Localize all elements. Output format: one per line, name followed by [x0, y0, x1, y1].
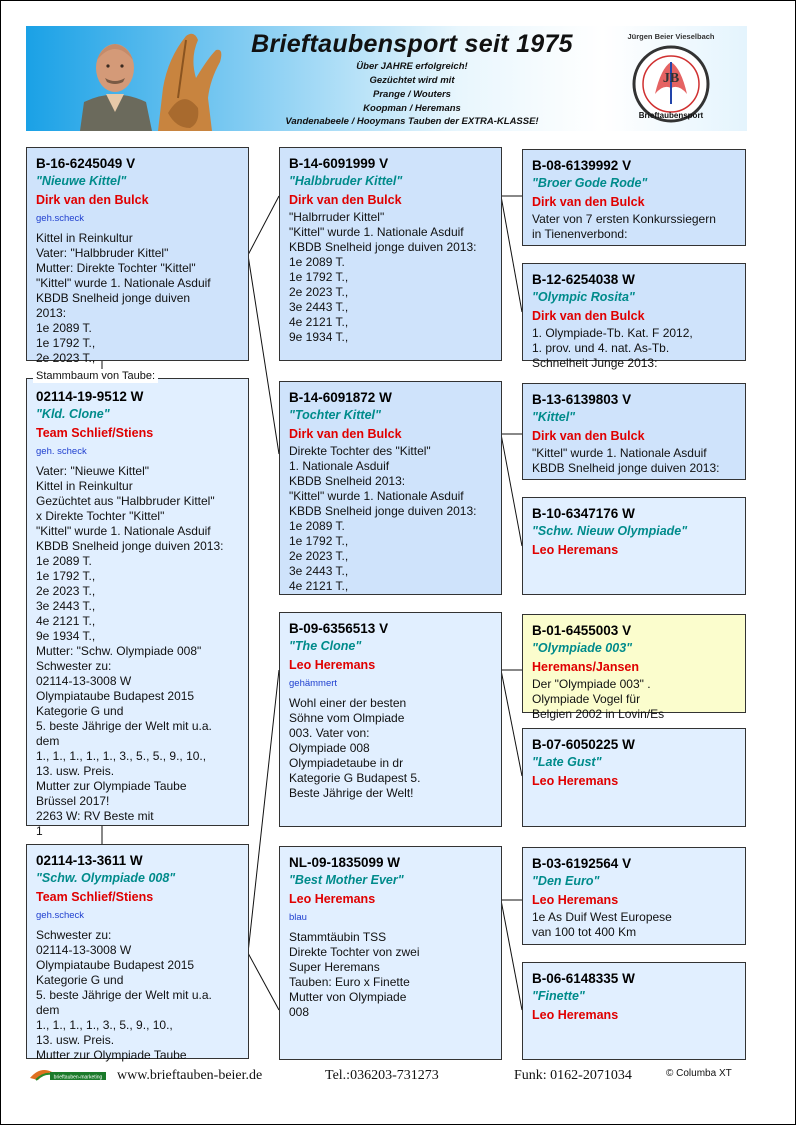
pedigree-mother-card[interactable] — [26, 844, 249, 1062]
pigeon-name: "Broer Gode Rode" — [532, 176, 648, 190]
banner-line-1: Über JAHRE erfolgreich! — [356, 61, 468, 72]
pigeon-name: "Schw. Nieuw Olympiade" — [532, 524, 688, 538]
breeder-name: Leo Heremans — [532, 1008, 619, 1022]
pedigree-ggm-3-card[interactable] — [522, 728, 746, 827]
pigeon-info: Direkte Tochter des "Kittel" 1. Nationale Asduif KBDB Snelheid 2013: "Kittel" wurde 1. Nationale Asduif KBDB Snelheid jonge duiven 2013: 1e 2089 T. 1e 1792 T., 2e 2023 T., 3e 2443 T., 4e 2121 T., — [289, 444, 477, 593]
pigeon-name: "Olympic Rosita" — [532, 290, 635, 304]
breeder-name: Dirk van den Bulck — [532, 195, 645, 209]
pigeon-info: Der "Olympiade 003" . Olympiade Vogel für Belgien 2002 in Lovin/Es — [532, 677, 665, 721]
pigeon-name: "Finette" — [532, 989, 585, 1003]
pigeon-info: Wohl einer der besten Söhne vom Olmpiade 003. Vater von: Olympiade 008 Olympiadetaube in dr Kategorie G Budapest 5. Beste Jährige der Welt! — [289, 696, 421, 800]
breeder-name: Leo Heremans — [289, 892, 376, 906]
breeder-name: Leo Heremans — [532, 893, 619, 907]
pedigree-ggf-2-card[interactable] — [522, 383, 746, 480]
pedigree-ggm-1-card[interactable] — [522, 263, 746, 370]
pigeon-name: "Late Gust" — [532, 755, 602, 769]
pigeon-name: "Olympiade 003" — [532, 641, 633, 655]
pedigree-ggf-1-card[interactable] — [522, 149, 746, 246]
breeder-name: Leo Heremans — [289, 658, 376, 672]
pedigree-ggf-4-card[interactable] — [522, 847, 746, 945]
pigeon-name: "Den Euro" — [532, 874, 600, 888]
pigeon-name: "Nieuwe Kittel" — [36, 174, 127, 188]
ring-number: B-06-6148335 W — [532, 971, 635, 986]
pedigree-main-pigeon-card[interactable] — [26, 378, 249, 838]
pigeon-name: "Tochter Kittel" — [289, 408, 381, 422]
pigeon-color: gehämmert — [289, 678, 338, 689]
pedigree-ggm-4-card[interactable] — [522, 962, 746, 1060]
ring-number: B-13-6139803 V — [532, 392, 632, 407]
pigeon-color: geh. scheck — [36, 446, 87, 457]
pigeon-name: "Kittel" — [532, 410, 576, 424]
breeder-name: Leo Heremans — [532, 774, 619, 788]
footer-logo — [28, 1064, 108, 1084]
ring-number: 02114-13-3611 W — [36, 853, 143, 868]
pigeon-info: 1e As Duif West Europese van 100 tot 400 Km — [532, 910, 672, 939]
pedigree-grandfather-paternal-card[interactable] — [279, 147, 502, 361]
breeder-name: Team Schlief/Stiens — [36, 426, 154, 440]
banner-line-2: Gezüchtet wird mit — [369, 75, 455, 86]
pigeon-name: "The Clone" — [289, 639, 362, 653]
pigeon-info: Vater: "Nieuwe Kittel" Kittel in Reinkultur Gezüchtet aus "Halbbruder Kittel" x Direkte Tochter "Kittel" "Kittel" wurde 1. Nationale Asduif KBDB Snelheid jonge duiven 2013: 1e 2089 T. 1e 1792 T., 2e 2023 T., 3e 2443 T., 4e 2121 T., 9e 1934 T., Mutter: "Schw. Olympiade 008" Schwester zu: 02114-13-3008 W Olympiataube Budapest 2015 Kategorie G und 5. beste Jährige der Welt mit u.a. dem 1., 1., 1., 1., 1., 3., 5., 5., 9., 10., 13. usw. Preis. Mutter zur Olympiade Taube Brüssel 2017! 2263 W: RV Beste mit 1 — [36, 464, 224, 838]
pedigree-ggf-3-card[interactable] — [522, 614, 746, 721]
breeder-name: Dirk van den Bulck — [289, 427, 402, 441]
pigeon-info: Kittel in Reinkultur Vater: "Halbbruder Kittel" Mutter: Direkte Tochter "Kittel" "Kittel" wurde 1. Nationale Asduif KBDB Snelheid jonge duiven 2013: 1e 2089 T. 1e 1792 T., 2e 2023 T., — [36, 231, 211, 365]
ring-number: B-09-6356513 V — [289, 621, 389, 636]
pedigree-grandfather-maternal-card[interactable] — [279, 612, 502, 827]
pigeon-name: "Best Mother Ever" — [289, 873, 404, 887]
pigeon-color: blau — [289, 912, 307, 923]
pigeon-color: geh.scheck — [36, 910, 85, 921]
ring-number: B-01-6455003 V — [532, 623, 632, 638]
banner-title: Brieftaubensport seit 1975 — [251, 30, 573, 58]
breeder-name: Dirk van den Bulck — [289, 193, 402, 207]
pigeon-name: "Kld. Clone" — [36, 407, 110, 421]
banner-line-4: Koopman / Heremans — [363, 103, 461, 114]
banner-line-3: Prange / Wouters — [373, 89, 451, 100]
ring-number: B-03-6192564 V — [532, 856, 632, 871]
ring-number: 02114-19-9512 W — [36, 389, 144, 404]
ring-number: B-10-6347176 W — [532, 506, 635, 521]
banner-line-5: Vandenabeele / Hooymans Tauben der EXTRA-KLASSE! — [285, 116, 539, 127]
footer-copyright: © Columba XT — [666, 1068, 732, 1079]
footer-mobile: Funk: 0162-2071034 — [514, 1068, 632, 1083]
breeder-name: Dirk van den Bulck — [532, 309, 645, 323]
ring-number: NL-09-1835099 W — [289, 855, 401, 870]
logo-text: Brieftaubensport — [638, 111, 704, 120]
ring-number: B-08-6139992 V — [532, 158, 632, 173]
footer-phone: Tel.:036203-731273 — [325, 1068, 439, 1083]
pigeon-info: Stammtäubin TSS Direkte Tochter von zwei Super Heremans Tauben: Euro x Finette Mutter von Olympiade 008 — [289, 930, 420, 1019]
ring-number: B-14-6091872 W — [289, 390, 392, 405]
pedigree-ggm-2-card[interactable] — [522, 497, 746, 595]
pigeon-info: "Kittel" wurde 1. Nationale Asduif KBDB Snelheid jonge duiven 2013: — [532, 446, 720, 475]
logo-owner-name: Jürgen Beier Vieselbach — [627, 32, 715, 41]
ring-number: B-12-6254038 W — [532, 272, 635, 287]
pigeon-name: "Halbbruder Kittel" — [289, 174, 403, 188]
footer-website-link[interactable]: www.brieftauben-beier.de — [117, 1068, 263, 1083]
pedigree-grandmother-maternal-card[interactable] — [279, 846, 502, 1060]
pigeon-info: Schwester zu: 02114-13-3008 W Olympiataube Budapest 2015 Kategorie G und 5. beste Jährige der Welt mit u.a. dem 1., 1., 1., 1., 3., 5., 9., 10., 13. usw. Preis. Mutter zur Olympiade Taube — [36, 928, 212, 1062]
ring-number: B-07-6050225 W — [532, 737, 635, 752]
pedigree-grandmother-paternal-card[interactable] — [279, 381, 502, 595]
pigeon-name: "Schw. Olympiade 008" — [36, 871, 176, 885]
breeder-name: Team Schlief/Stiens — [36, 890, 154, 904]
pedigree-legend: Stammbaum von Taube: — [33, 369, 158, 383]
breeder-name: Leo Heremans — [532, 543, 619, 557]
ring-number: B-16-6245049 V — [36, 156, 136, 171]
pigeon-color: geh.scheck — [36, 213, 85, 224]
pigeon-info: 1. Olympiade-Tb. Kat. F 2012, 1. prov. und 4. nat. As-Tb. Schnelheit Junge 2013: — [532, 326, 693, 370]
pigeon-info: Vater von 7 ersten Konkurssiegern in Tienenverbond: — [532, 212, 716, 241]
ring-number: B-14-6091999 V — [289, 156, 389, 171]
breeder-name: Dirk van den Bulck — [532, 429, 645, 443]
pedigree-father-card[interactable] — [26, 147, 249, 365]
breeder-name: Dirk van den Bulck — [36, 193, 149, 207]
pigeon-info: "Halbrruder Kittel" "Kittel" wurde 1. Nationale Asduif KBDB Snelheid jonge duiven 2013: 1e 2089 T. 1e 1792 T., 2e 2023 T., 3e 2443 T., 4e 2121 T., 9e 1934 T., — [289, 210, 477, 344]
breeder-name: Heremans/Jansen — [532, 660, 640, 674]
footer-logo-text: brieftauben-marketing — [53, 1074, 103, 1081]
logo-initials: JB — [662, 71, 680, 86]
